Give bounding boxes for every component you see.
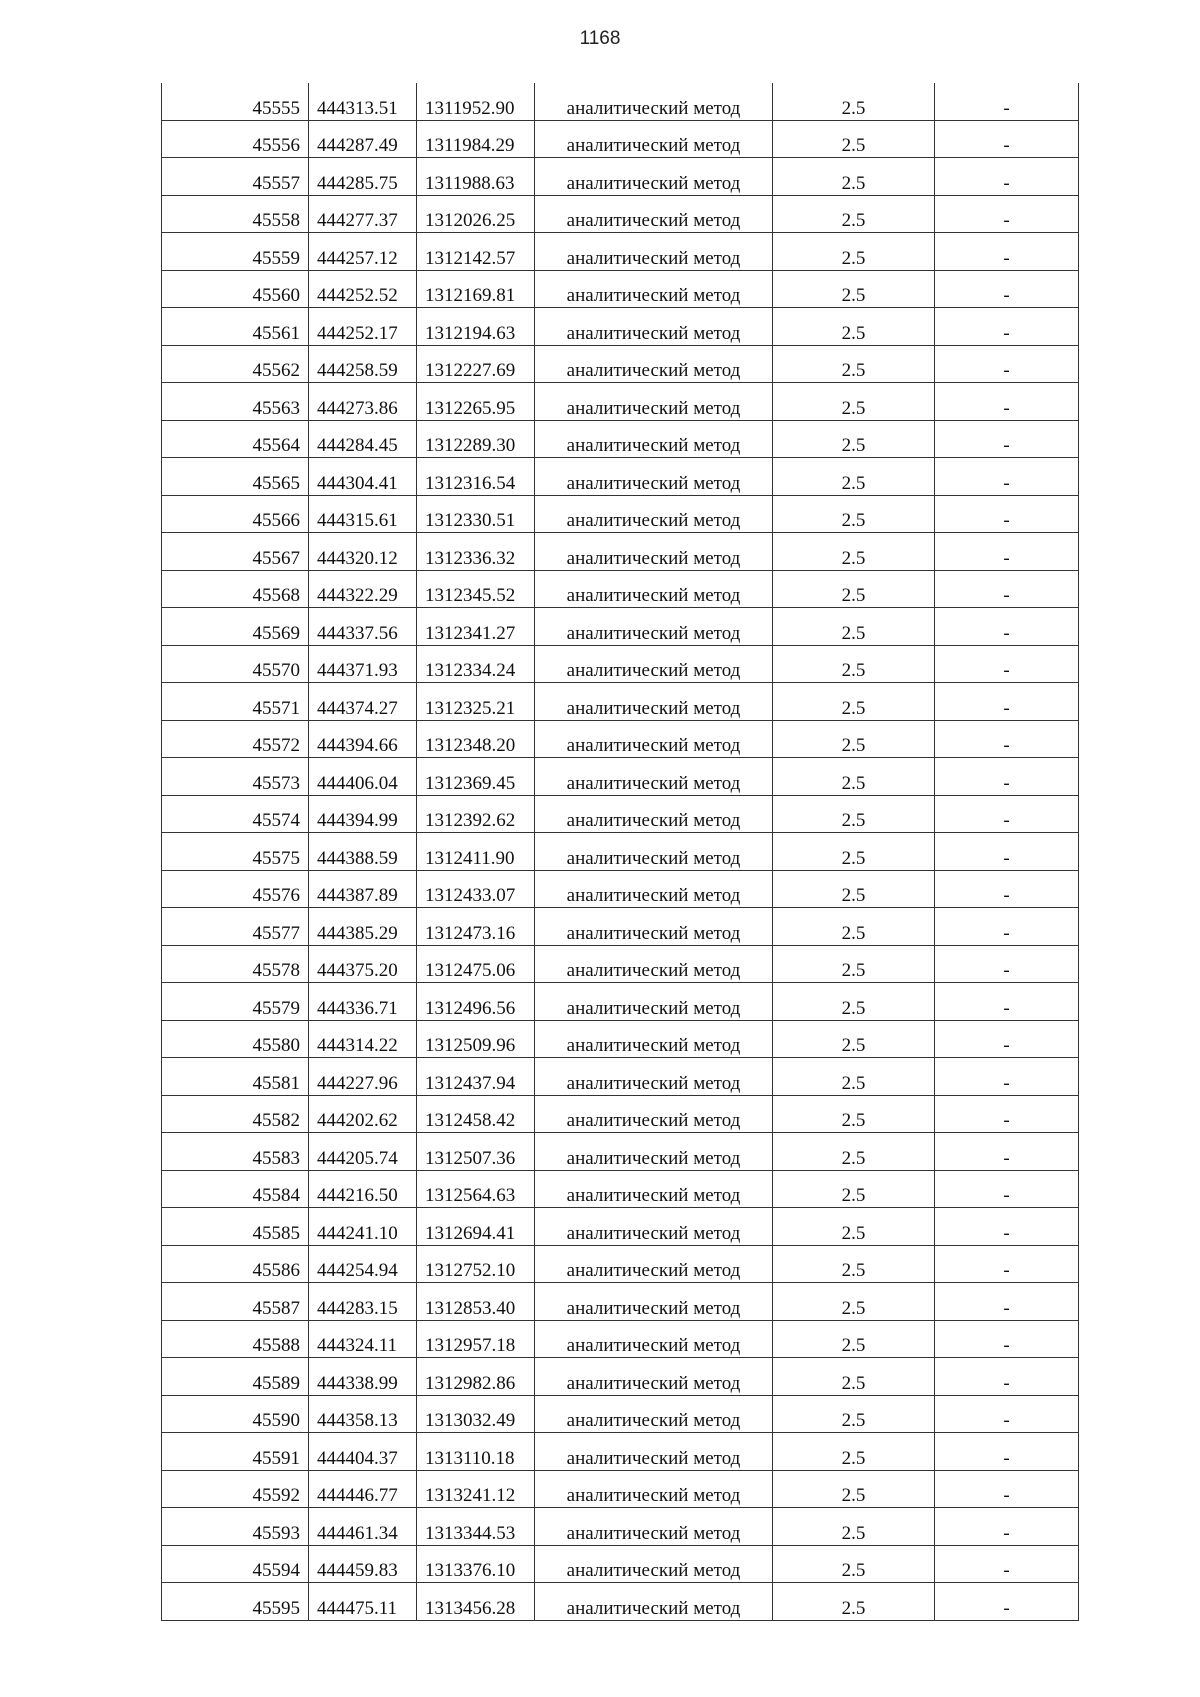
accuracy-cell: 2.5 bbox=[773, 270, 935, 308]
description-cell: - bbox=[935, 1208, 1079, 1246]
method-cell: аналитический метод bbox=[535, 833, 773, 871]
x-coordinate-cell: 444252.52 bbox=[309, 270, 417, 308]
method-cell: аналитический метод bbox=[535, 1170, 773, 1208]
accuracy-cell: 2.5 bbox=[773, 1320, 935, 1358]
description-cell: - bbox=[935, 1545, 1079, 1583]
description-cell: - bbox=[935, 1245, 1079, 1283]
description-cell: - bbox=[935, 833, 1079, 871]
y-coordinate-cell: 1312475.06 bbox=[417, 945, 535, 983]
description-cell: - bbox=[935, 720, 1079, 758]
x-coordinate-cell: 444284.45 bbox=[309, 420, 417, 458]
description-cell: - bbox=[935, 983, 1079, 1021]
coordinates-table-body bbox=[162, 83, 1079, 1620]
table-row bbox=[162, 908, 1079, 946]
table-row bbox=[162, 1058, 1079, 1096]
table-row bbox=[162, 1208, 1079, 1246]
table-row bbox=[162, 233, 1079, 271]
y-coordinate-cell: 1313376.10 bbox=[417, 1545, 535, 1583]
x-coordinate-cell: 444375.20 bbox=[309, 945, 417, 983]
point-number-cell: 45568 bbox=[162, 570, 309, 608]
description-cell: - bbox=[935, 1508, 1079, 1546]
y-coordinate-cell: 1312982.86 bbox=[417, 1358, 535, 1396]
description-cell: - bbox=[935, 1283, 1079, 1321]
y-coordinate-cell: 1313032.49 bbox=[417, 1395, 535, 1433]
y-coordinate-cell: 1312334.24 bbox=[417, 645, 535, 683]
table-row bbox=[162, 1320, 1079, 1358]
table-row bbox=[162, 383, 1079, 421]
x-coordinate-cell: 444315.61 bbox=[309, 495, 417, 533]
x-coordinate-cell: 444406.04 bbox=[309, 758, 417, 796]
point-number-cell: 45556 bbox=[162, 120, 309, 158]
table-row bbox=[162, 1358, 1079, 1396]
table-row bbox=[162, 795, 1079, 833]
point-number-cell: 45578 bbox=[162, 945, 309, 983]
method-cell: аналитический метод bbox=[535, 983, 773, 1021]
table-row bbox=[162, 1395, 1079, 1433]
description-cell: - bbox=[935, 308, 1079, 346]
y-coordinate-cell: 1312169.81 bbox=[417, 270, 535, 308]
point-number-cell: 45558 bbox=[162, 195, 309, 233]
method-cell: аналитический метод bbox=[535, 795, 773, 833]
table-row bbox=[162, 1283, 1079, 1321]
x-coordinate-cell: 444461.34 bbox=[309, 1508, 417, 1546]
point-number-cell: 45569 bbox=[162, 608, 309, 646]
accuracy-cell: 2.5 bbox=[773, 1208, 935, 1246]
x-coordinate-cell: 444394.99 bbox=[309, 795, 417, 833]
point-number-cell: 45566 bbox=[162, 495, 309, 533]
accuracy-cell: 2.5 bbox=[773, 1508, 935, 1546]
x-coordinate-cell: 444387.89 bbox=[309, 870, 417, 908]
description-cell: - bbox=[935, 1583, 1079, 1621]
accuracy-cell: 2.5 bbox=[773, 495, 935, 533]
table-row bbox=[162, 870, 1079, 908]
description-cell: - bbox=[935, 83, 1079, 120]
description-cell: - bbox=[935, 270, 1079, 308]
description-cell: - bbox=[935, 1020, 1079, 1058]
x-coordinate-cell: 444388.59 bbox=[309, 833, 417, 871]
description-cell: - bbox=[935, 870, 1079, 908]
point-number-cell: 45575 bbox=[162, 833, 309, 871]
coordinates-table bbox=[161, 83, 1079, 1621]
description-cell: - bbox=[935, 233, 1079, 271]
table-row bbox=[162, 570, 1079, 608]
method-cell: аналитический метод bbox=[535, 383, 773, 421]
y-coordinate-cell: 1312437.94 bbox=[417, 1058, 535, 1096]
description-cell: - bbox=[935, 195, 1079, 233]
y-coordinate-cell: 1312348.20 bbox=[417, 720, 535, 758]
y-coordinate-cell: 1312752.10 bbox=[417, 1245, 535, 1283]
description-cell: - bbox=[935, 458, 1079, 496]
method-cell: аналитический метод bbox=[535, 1320, 773, 1358]
accuracy-cell: 2.5 bbox=[773, 908, 935, 946]
y-coordinate-cell: 1312325.21 bbox=[417, 683, 535, 721]
method-cell: аналитический метод bbox=[535, 1358, 773, 1396]
accuracy-cell: 2.5 bbox=[773, 233, 935, 271]
y-coordinate-cell: 1312026.25 bbox=[417, 195, 535, 233]
x-coordinate-cell: 444446.77 bbox=[309, 1470, 417, 1508]
x-coordinate-cell: 444404.37 bbox=[309, 1433, 417, 1471]
y-coordinate-cell: 1312507.36 bbox=[417, 1133, 535, 1171]
point-number-cell: 45584 bbox=[162, 1170, 309, 1208]
accuracy-cell: 2.5 bbox=[773, 1133, 935, 1171]
y-coordinate-cell: 1312227.69 bbox=[417, 345, 535, 383]
method-cell: аналитический метод bbox=[535, 120, 773, 158]
point-number-cell: 45583 bbox=[162, 1133, 309, 1171]
y-coordinate-cell: 1312369.45 bbox=[417, 758, 535, 796]
table-row bbox=[162, 458, 1079, 496]
description-cell: - bbox=[935, 1395, 1079, 1433]
y-coordinate-cell: 1312957.18 bbox=[417, 1320, 535, 1358]
point-number-cell: 45586 bbox=[162, 1245, 309, 1283]
y-coordinate-cell: 1312341.27 bbox=[417, 608, 535, 646]
method-cell: аналитический метод bbox=[535, 758, 773, 796]
y-coordinate-cell: 1312336.32 bbox=[417, 533, 535, 571]
accuracy-cell: 2.5 bbox=[773, 1058, 935, 1096]
table-row bbox=[162, 1170, 1079, 1208]
point-number-cell: 45588 bbox=[162, 1320, 309, 1358]
accuracy-cell: 2.5 bbox=[773, 195, 935, 233]
table-row bbox=[162, 270, 1079, 308]
point-number-cell: 45555 bbox=[162, 83, 309, 120]
description-cell: - bbox=[935, 683, 1079, 721]
description-cell: - bbox=[935, 345, 1079, 383]
description-cell: - bbox=[935, 570, 1079, 608]
table-row bbox=[162, 158, 1079, 196]
point-number-cell: 45571 bbox=[162, 683, 309, 721]
point-number-cell: 45594 bbox=[162, 1545, 309, 1583]
table-row bbox=[162, 945, 1079, 983]
y-coordinate-cell: 1312142.57 bbox=[417, 233, 535, 271]
y-coordinate-cell: 1312853.40 bbox=[417, 1283, 535, 1321]
accuracy-cell: 2.5 bbox=[773, 570, 935, 608]
method-cell: аналитический метод bbox=[535, 533, 773, 571]
table-row bbox=[162, 533, 1079, 571]
description-cell: - bbox=[935, 1470, 1079, 1508]
y-coordinate-cell: 1311988.63 bbox=[417, 158, 535, 196]
point-number-cell: 45580 bbox=[162, 1020, 309, 1058]
accuracy-cell: 2.5 bbox=[773, 720, 935, 758]
method-cell: аналитический метод bbox=[535, 458, 773, 496]
x-coordinate-cell: 444241.10 bbox=[309, 1208, 417, 1246]
accuracy-cell: 2.5 bbox=[773, 795, 935, 833]
y-coordinate-cell: 1312289.30 bbox=[417, 420, 535, 458]
table-row bbox=[162, 683, 1079, 721]
method-cell: аналитический метод bbox=[535, 1470, 773, 1508]
point-number-cell: 45570 bbox=[162, 645, 309, 683]
point-number-cell: 45593 bbox=[162, 1508, 309, 1546]
accuracy-cell: 2.5 bbox=[773, 1095, 935, 1133]
x-coordinate-cell: 444283.15 bbox=[309, 1283, 417, 1321]
accuracy-cell: 2.5 bbox=[773, 1433, 935, 1471]
method-cell: аналитический метод bbox=[535, 645, 773, 683]
accuracy-cell: 2.5 bbox=[773, 1470, 935, 1508]
x-coordinate-cell: 444252.17 bbox=[309, 308, 417, 346]
description-cell: - bbox=[935, 795, 1079, 833]
x-coordinate-cell: 444285.75 bbox=[309, 158, 417, 196]
method-cell: аналитический метод bbox=[535, 308, 773, 346]
table-row bbox=[162, 983, 1079, 1021]
y-coordinate-cell: 1312694.41 bbox=[417, 1208, 535, 1246]
accuracy-cell: 2.5 bbox=[773, 1170, 935, 1208]
accuracy-cell: 2.5 bbox=[773, 158, 935, 196]
method-cell: аналитический метод bbox=[535, 1133, 773, 1171]
point-number-cell: 45567 bbox=[162, 533, 309, 571]
point-number-cell: 45587 bbox=[162, 1283, 309, 1321]
accuracy-cell: 2.5 bbox=[773, 83, 935, 120]
point-number-cell: 45589 bbox=[162, 1358, 309, 1396]
table-row bbox=[162, 608, 1079, 646]
x-coordinate-cell: 444358.13 bbox=[309, 1395, 417, 1433]
method-cell: аналитический метод bbox=[535, 1245, 773, 1283]
table-row bbox=[162, 645, 1079, 683]
x-coordinate-cell: 444287.49 bbox=[309, 120, 417, 158]
accuracy-cell: 2.5 bbox=[773, 1545, 935, 1583]
description-cell: - bbox=[935, 1133, 1079, 1171]
x-coordinate-cell: 444313.51 bbox=[309, 83, 417, 120]
y-coordinate-cell: 1312473.16 bbox=[417, 908, 535, 946]
y-coordinate-cell: 1312330.51 bbox=[417, 495, 535, 533]
table-row bbox=[162, 420, 1079, 458]
accuracy-cell: 2.5 bbox=[773, 1583, 935, 1621]
description-cell: - bbox=[935, 495, 1079, 533]
table-row bbox=[162, 1470, 1079, 1508]
x-coordinate-cell: 444324.11 bbox=[309, 1320, 417, 1358]
description-cell: - bbox=[935, 1320, 1079, 1358]
point-number-cell: 45581 bbox=[162, 1058, 309, 1096]
description-cell: - bbox=[935, 120, 1079, 158]
y-coordinate-cell: 1312496.56 bbox=[417, 983, 535, 1021]
point-number-cell: 45564 bbox=[162, 420, 309, 458]
table-row bbox=[162, 1545, 1079, 1583]
accuracy-cell: 2.5 bbox=[773, 833, 935, 871]
x-coordinate-cell: 444459.83 bbox=[309, 1545, 417, 1583]
point-number-cell: 45572 bbox=[162, 720, 309, 758]
method-cell: аналитический метод bbox=[535, 83, 773, 120]
table-row bbox=[162, 120, 1079, 158]
y-coordinate-cell: 1312194.63 bbox=[417, 308, 535, 346]
x-coordinate-cell: 444205.74 bbox=[309, 1133, 417, 1171]
method-cell: аналитический метод bbox=[535, 158, 773, 196]
x-coordinate-cell: 444374.27 bbox=[309, 683, 417, 721]
table-row bbox=[162, 495, 1079, 533]
method-cell: аналитический метод bbox=[535, 1208, 773, 1246]
table-row bbox=[162, 308, 1079, 346]
description-cell: - bbox=[935, 1058, 1079, 1096]
y-coordinate-cell: 1312509.96 bbox=[417, 1020, 535, 1058]
description-cell: - bbox=[935, 383, 1079, 421]
table-row bbox=[162, 1245, 1079, 1283]
x-coordinate-cell: 444273.86 bbox=[309, 383, 417, 421]
accuracy-cell: 2.5 bbox=[773, 1358, 935, 1396]
table-row bbox=[162, 1020, 1079, 1058]
accuracy-cell: 2.5 bbox=[773, 945, 935, 983]
method-cell: аналитический метод bbox=[535, 945, 773, 983]
method-cell: аналитический метод bbox=[535, 1508, 773, 1546]
description-cell: - bbox=[935, 908, 1079, 946]
x-coordinate-cell: 444304.41 bbox=[309, 458, 417, 496]
y-coordinate-cell: 1312265.95 bbox=[417, 383, 535, 421]
point-number-cell: 45576 bbox=[162, 870, 309, 908]
table-row bbox=[162, 720, 1079, 758]
point-number-cell: 45595 bbox=[162, 1583, 309, 1621]
point-number-cell: 45590 bbox=[162, 1395, 309, 1433]
x-coordinate-cell: 444216.50 bbox=[309, 1170, 417, 1208]
y-coordinate-cell: 1311984.29 bbox=[417, 120, 535, 158]
y-coordinate-cell: 1311952.90 bbox=[417, 83, 535, 120]
x-coordinate-cell: 444202.62 bbox=[309, 1095, 417, 1133]
accuracy-cell: 2.5 bbox=[773, 1245, 935, 1283]
y-coordinate-cell: 1312411.90 bbox=[417, 833, 535, 871]
accuracy-cell: 2.5 bbox=[773, 533, 935, 571]
accuracy-cell: 2.5 bbox=[773, 983, 935, 1021]
method-cell: аналитический метод bbox=[535, 1433, 773, 1471]
method-cell: аналитический метод bbox=[535, 195, 773, 233]
method-cell: аналитический метод bbox=[535, 1283, 773, 1321]
method-cell: аналитический метод bbox=[535, 1095, 773, 1133]
table-row bbox=[162, 345, 1079, 383]
point-number-cell: 45562 bbox=[162, 345, 309, 383]
accuracy-cell: 2.5 bbox=[773, 383, 935, 421]
point-number-cell: 45574 bbox=[162, 795, 309, 833]
y-coordinate-cell: 1312392.62 bbox=[417, 795, 535, 833]
point-number-cell: 45573 bbox=[162, 758, 309, 796]
x-coordinate-cell: 444336.71 bbox=[309, 983, 417, 1021]
accuracy-cell: 2.5 bbox=[773, 308, 935, 346]
method-cell: аналитический метод bbox=[535, 608, 773, 646]
x-coordinate-cell: 444277.37 bbox=[309, 195, 417, 233]
accuracy-cell: 2.5 bbox=[773, 120, 935, 158]
method-cell: аналитический метод bbox=[535, 908, 773, 946]
accuracy-cell: 2.5 bbox=[773, 345, 935, 383]
x-coordinate-cell: 444322.29 bbox=[309, 570, 417, 608]
point-number-cell: 45559 bbox=[162, 233, 309, 271]
accuracy-cell: 2.5 bbox=[773, 870, 935, 908]
y-coordinate-cell: 1312564.63 bbox=[417, 1170, 535, 1208]
y-coordinate-cell: 1312433.07 bbox=[417, 870, 535, 908]
point-number-cell: 45563 bbox=[162, 383, 309, 421]
table-row bbox=[162, 833, 1079, 871]
x-coordinate-cell: 444385.29 bbox=[309, 908, 417, 946]
accuracy-cell: 2.5 bbox=[773, 645, 935, 683]
description-cell: - bbox=[935, 608, 1079, 646]
y-coordinate-cell: 1313344.53 bbox=[417, 1508, 535, 1546]
y-coordinate-cell: 1313241.12 bbox=[417, 1470, 535, 1508]
method-cell: аналитический метод bbox=[535, 1583, 773, 1621]
point-number-cell: 45579 bbox=[162, 983, 309, 1021]
page-number: 1168 bbox=[579, 28, 621, 49]
y-coordinate-cell: 1313110.18 bbox=[417, 1433, 535, 1471]
y-coordinate-cell: 1313456.28 bbox=[417, 1583, 535, 1621]
method-cell: аналитический метод bbox=[535, 1545, 773, 1583]
description-cell: - bbox=[935, 1358, 1079, 1396]
method-cell: аналитический метод bbox=[535, 1020, 773, 1058]
accuracy-cell: 2.5 bbox=[773, 683, 935, 721]
point-number-cell: 45561 bbox=[162, 308, 309, 346]
method-cell: аналитический метод bbox=[535, 270, 773, 308]
description-cell: - bbox=[935, 645, 1079, 683]
y-coordinate-cell: 1312458.42 bbox=[417, 1095, 535, 1133]
point-number-cell: 45582 bbox=[162, 1095, 309, 1133]
description-cell: - bbox=[935, 420, 1079, 458]
y-coordinate-cell: 1312345.52 bbox=[417, 570, 535, 608]
accuracy-cell: 2.5 bbox=[773, 458, 935, 496]
point-number-cell: 45560 bbox=[162, 270, 309, 308]
table-row bbox=[162, 195, 1079, 233]
table-row bbox=[162, 83, 1079, 120]
method-cell: аналитический метод bbox=[535, 870, 773, 908]
x-coordinate-cell: 444254.94 bbox=[309, 1245, 417, 1283]
method-cell: аналитический метод bbox=[535, 683, 773, 721]
method-cell: аналитический метод bbox=[535, 233, 773, 271]
point-number-cell: 45585 bbox=[162, 1208, 309, 1246]
accuracy-cell: 2.5 bbox=[773, 1395, 935, 1433]
description-cell: - bbox=[935, 1433, 1079, 1471]
point-number-cell: 45591 bbox=[162, 1433, 309, 1471]
x-coordinate-cell: 444320.12 bbox=[309, 533, 417, 571]
method-cell: аналитический метод bbox=[535, 1058, 773, 1096]
accuracy-cell: 2.5 bbox=[773, 420, 935, 458]
description-cell: - bbox=[935, 158, 1079, 196]
description-cell: - bbox=[935, 945, 1079, 983]
description-cell: - bbox=[935, 1170, 1079, 1208]
accuracy-cell: 2.5 bbox=[773, 608, 935, 646]
x-coordinate-cell: 444475.11 bbox=[309, 1583, 417, 1621]
x-coordinate-cell: 444258.59 bbox=[309, 345, 417, 383]
point-number-cell: 45592 bbox=[162, 1470, 309, 1508]
description-cell: - bbox=[935, 533, 1079, 571]
point-number-cell: 45577 bbox=[162, 908, 309, 946]
method-cell: аналитический метод bbox=[535, 345, 773, 383]
table-row bbox=[162, 1433, 1079, 1471]
x-coordinate-cell: 444227.96 bbox=[309, 1058, 417, 1096]
method-cell: аналитический метод bbox=[535, 570, 773, 608]
x-coordinate-cell: 444338.99 bbox=[309, 1358, 417, 1396]
description-cell: - bbox=[935, 1095, 1079, 1133]
method-cell: аналитический метод bbox=[535, 1395, 773, 1433]
x-coordinate-cell: 444394.66 bbox=[309, 720, 417, 758]
accuracy-cell: 2.5 bbox=[773, 758, 935, 796]
accuracy-cell: 2.5 bbox=[773, 1020, 935, 1058]
point-number-cell: 45565 bbox=[162, 458, 309, 496]
description-cell: - bbox=[935, 758, 1079, 796]
point-number-cell: 45557 bbox=[162, 158, 309, 196]
table-row bbox=[162, 758, 1079, 796]
y-coordinate-cell: 1312316.54 bbox=[417, 458, 535, 496]
method-cell: аналитический метод bbox=[535, 720, 773, 758]
method-cell: аналитический метод bbox=[535, 420, 773, 458]
x-coordinate-cell: 444257.12 bbox=[309, 233, 417, 271]
method-cell: аналитический метод bbox=[535, 495, 773, 533]
x-coordinate-cell: 444371.93 bbox=[309, 645, 417, 683]
accuracy-cell: 2.5 bbox=[773, 1283, 935, 1321]
table-row bbox=[162, 1508, 1079, 1546]
x-coordinate-cell: 444314.22 bbox=[309, 1020, 417, 1058]
table-row bbox=[162, 1095, 1079, 1133]
table-row bbox=[162, 1133, 1079, 1171]
x-coordinate-cell: 444337.56 bbox=[309, 608, 417, 646]
table-row bbox=[162, 1583, 1079, 1621]
